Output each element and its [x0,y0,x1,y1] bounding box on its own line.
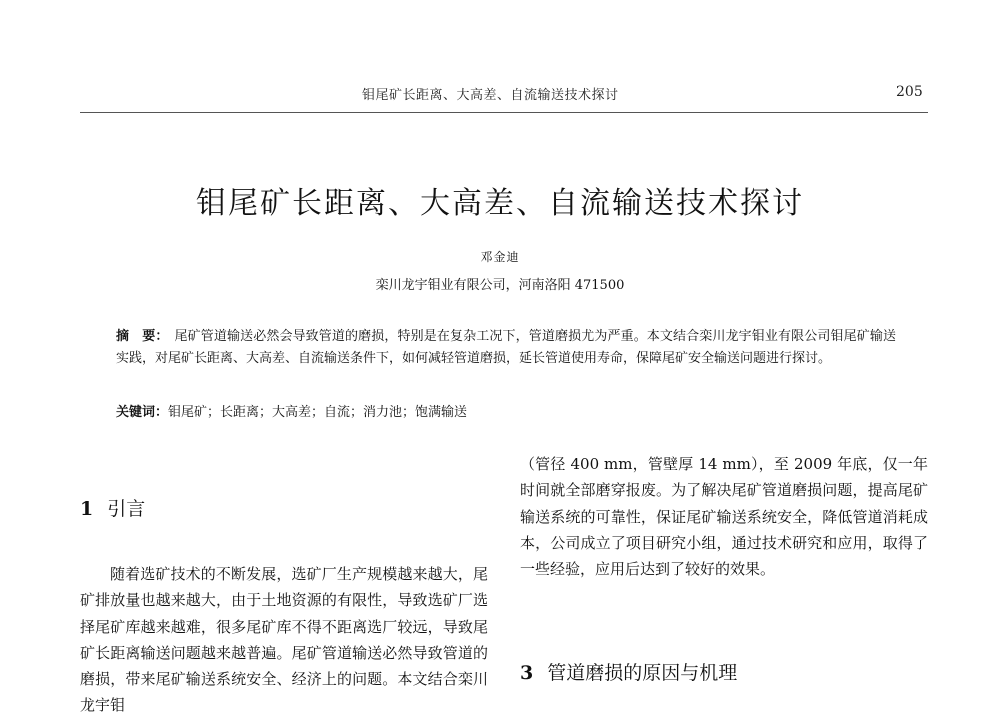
section-title: 引言 [107,498,146,520]
page-number: 205 [896,84,923,100]
keywords [116,402,896,424]
author-affiliation: 栾川龙宇钼业有限公司，河南洛阳 471500 [375,278,625,293]
section-heading-wear [520,658,737,685]
body-paragraph-left: 随着选矿技术的不断发展，选矿厂生产规模越来越大，尾矿排放量也越来越大，由于土地资源的有限性，导致选矿厂选择尾矿库越来越难，很多尾矿库不得不距离选厂较远，导致尾矿长距离输送问题越来越普遍。尾矿管道输送必然导致管道的磨损，带来尾矿输送系统安全、经济上的问题。本文结合栾川龙宇钼 [80,565,488,715]
section-heading-intro [80,494,145,521]
abstract-text: 尾矿管道输送必然会导致管道的磨损，特别是在复杂工况下，管道磨损尤为严重。本文结合栾川龙宇钼业有限公司钼尾矿输送实践，对尾矿长距离、大高差、自流输送条件下，如何减轻管道磨损，延长管道使用寿命，保障尾矿安全输送问题进行探讨。 [116,329,896,366]
keywords-text: 钼尾矿；长距离；大高差；自流；消力池；饱满输送 [168,405,468,420]
author-name: 邓金迪 [480,250,520,264]
header-rule [80,112,928,113]
body-paragraph-right: （管径 400 mm，管壁厚 14 mm），至 2009 年底，仅一年时间就全部磨穿报废。为了解决尾矿管道磨损问题，提高尾矿输送系统的可靠性，保证尾矿输送系统安全，降低管道消耗成本，公司成立了项目研究小组，通过技术研究和应用，取得了一些经验，应用后达到了较好的效果。 [520,455,928,579]
section-title: 管道磨损的原因与机理 [547,662,738,684]
running-title: 钼尾矿长距离、大高差、自流输送技术探讨 [362,88,619,103]
abstract-label: 摘 要： [116,329,169,344]
running-header [0,84,1000,108]
article-title: 钼尾矿长距离、大高差、自流输送技术探讨 [196,186,804,221]
abstract [116,326,896,370]
keywords-label: 关键词： [116,405,169,420]
section-number: 3 [520,662,534,684]
section-number: 1 [80,498,94,520]
